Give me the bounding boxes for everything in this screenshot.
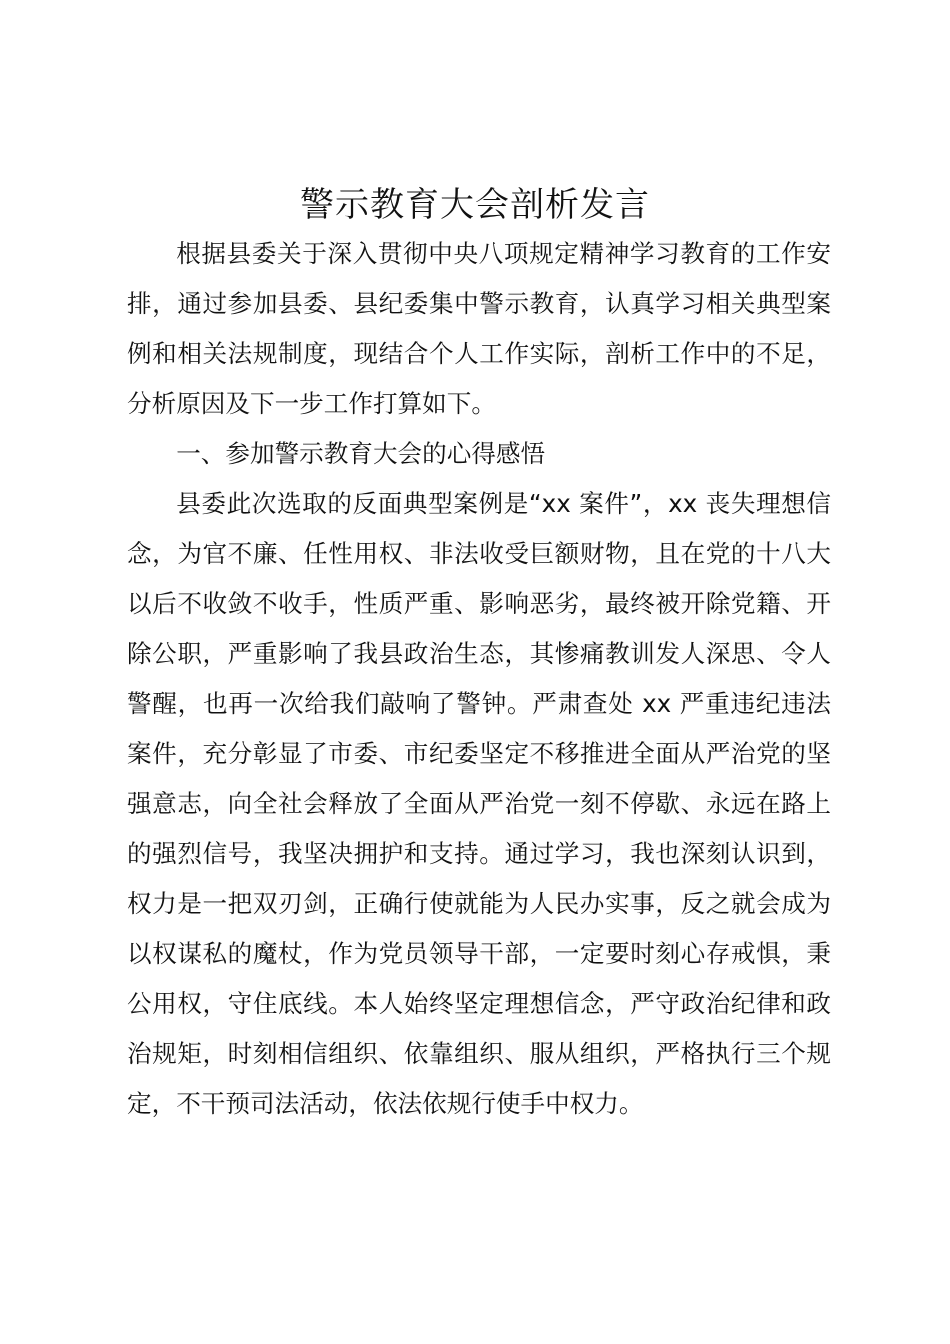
section-paragraph: 县委此次选取的反面典型案例是“xx 案件”，xx 丧失理想信念，为官不廉、任性用权、非法收受巨额财物，且在党的十八大以后不收敛不收手，性质严重、影响恶劣，最终被开除党籍、开除公职，严重影响了我县政治生态，其惨痛教训发人深思、令人警醒，也再一次给我们敲响了警钟。严肃查处 xx 严重违纪违法案件，充分彰显了市委、市纪委坚定不移推进全面从严治党的坚强意志，向全社会释放了全面从严治党一刻不停歇、永远在路上的强烈信号，我坚决拥护和支持。通过学习，我也深刻认识到，权力是一把双刃剑，正确行使就能为人民办实事，反之就会成为以权谋私的魔杖，作为党员领导干部，一定要时刻心存戒惧，秉公用权，守住底线。本人始终坚定理想信念，严守政治纪律和政治规矩，时刻相信组织、依靠组织、服从组织，严格执行三个规定，不干预司法活动，依法依规行使手中权力。	[127, 489, 831, 1118]
section-heading: 一、参加警示教育大会的心得感悟	[176, 439, 546, 468]
intro-paragraph: 根据县委关于深入贯彻中央八项规定精神学习教育的工作安排，通过参加县委、县纪委集中警示教育，认真学习相关典型案例和相关法规制度，现结合个人工作实际，剖析工作中的不足，分析原因及下一步工作打算如下。	[127, 239, 831, 418]
document-title: 警示教育大会剖析发言	[300, 185, 650, 225]
